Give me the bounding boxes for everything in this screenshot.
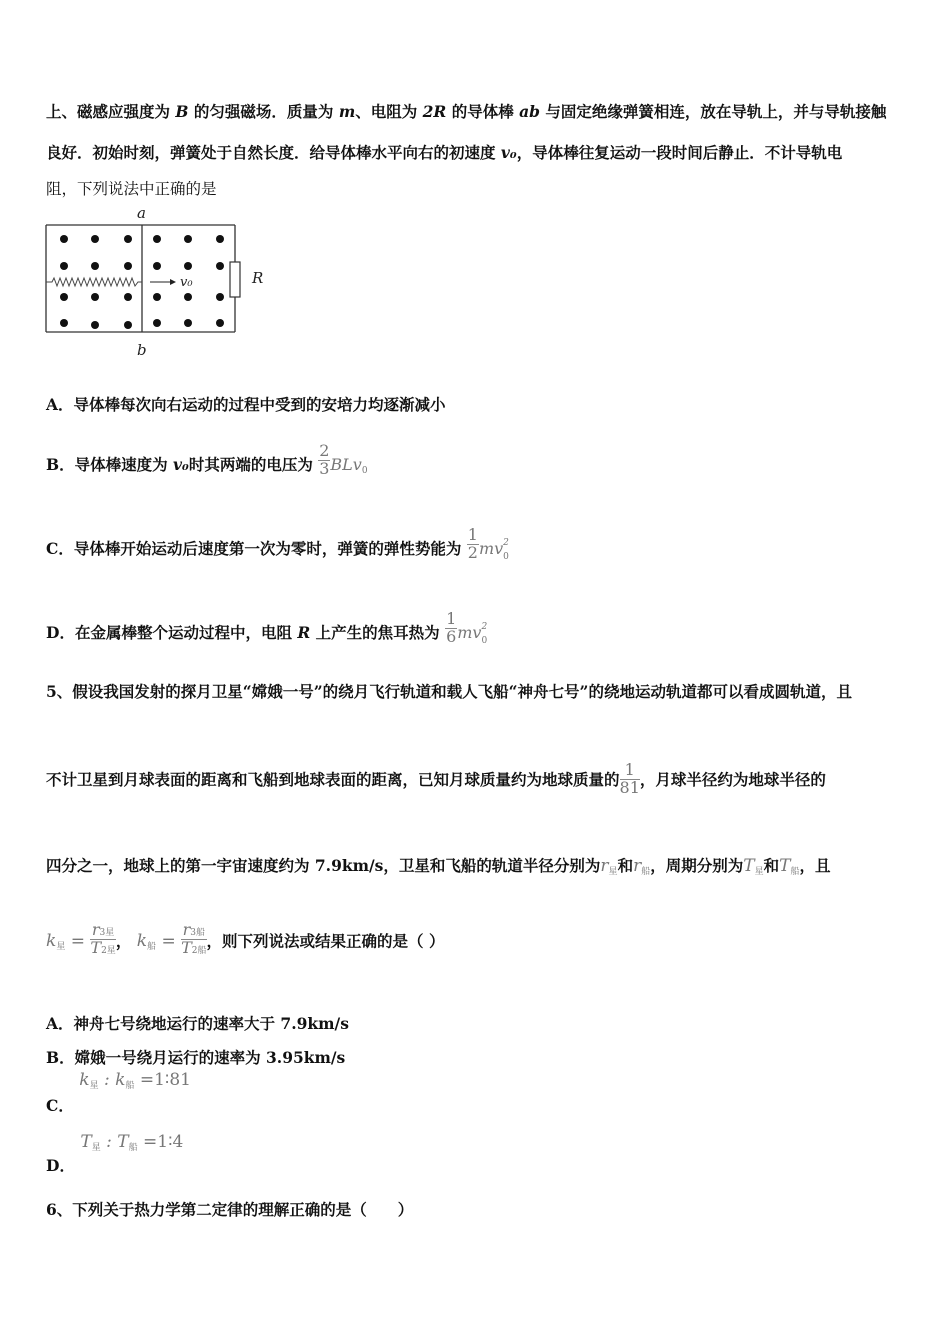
q4-intro-line1 — [46, 100, 886, 122]
q5-line1: 5、假设我国发射的探月卫星“嫦娥一号”的绕月飞行轨道和载人飞船“神舟七号”的绕地运动轨道都可以看成圆轨道，且 — [46, 682, 852, 701]
q4-option-C: C．导体棒开始运动后速度第一次为零时，弹簧的弹性势能为 $\frac{1}{2}$ mv 2 0 — [46, 524, 509, 562]
figure-label-v0: v₀ — [180, 275, 193, 290]
q4-intro-line2 — [46, 141, 842, 163]
q6-stem: 6、下列关于热力学第二定律的理解正确的是（ ） — [46, 1200, 414, 1219]
figure-label-R: R — [252, 269, 264, 287]
resistor-R — [230, 262, 240, 297]
figure-label-b: b — [137, 341, 147, 359]
inline-variable: m — [338, 102, 356, 121]
inline-text: 的导体棒 — [446, 102, 520, 121]
q5-line2: 不计卫星到月球表面的距离和飞船到地球表面的距离，已知月球质量约为地球质量的 $\frac{1}{81}$ ，月球半径约为地球半径的 — [46, 759, 826, 797]
q4-option-B: B．导体棒速度为 v₀时其两端的电压为 $\frac{2}{3}$ BLv$_0$ — [46, 440, 368, 478]
q5-option-D: D． $T_星$ : $T_船$ =1∶4 — [46, 1132, 184, 1175]
q5-option-A: A．神舟七号绕地运行的速率大于 7.9km/s — [46, 1014, 349, 1033]
q4-option-D: D．在金属棒整个运动过程中，电阻 R 上产生的焦耳热为 $\frac{1}{6}$ mv 2 0 — [46, 608, 488, 646]
q5-option-B: B．嫦娥一号绕月运行的速率为 3.95km/s — [46, 1048, 346, 1067]
q5-option-C: C． $k_星$ : $k_船$ =1∶81 — [46, 1070, 191, 1115]
q4-intro-line3: 阻，下列说法中正确的是 — [46, 180, 217, 198]
inline-text: ，导体棒往复运动一段时间后静止．不计导轨电 — [516, 143, 843, 162]
inline-variable: v₀ — [500, 143, 517, 162]
inline-variable: ab — [519, 102, 540, 121]
inline-text: 良好．初始时刻，弹簧处于自然长度．给导体棒水平向右的初速度 — [46, 143, 501, 162]
inline-text: 与固定绝缘弹簧相连，放在导轨上，并与导轨接触 — [539, 102, 887, 121]
inline-text: 、电阻为 — [355, 102, 423, 121]
inline-variable: B — [175, 102, 189, 121]
inline-variable: 2R — [422, 102, 447, 121]
q5-line4: $k_星$ = $\frac{\text{r3星}}{\text{T2星}}$ ， $k_船$ = $\frac{\text{r3船}}{\text{T2船}}$ ，则下列说法或结果正确的是（ ） — [46, 920, 445, 957]
circuit-figure — [40, 200, 280, 365]
q4-option-A: A．导体棒每次向右运动的过程中受到的安培力均逐渐减小 — [46, 395, 446, 414]
spring — [46, 278, 142, 286]
figure-label-a: a — [137, 204, 146, 222]
inline-text: 上、磁感应强度为 — [46, 102, 176, 121]
inline-text: 的匀强磁场．质量为 — [188, 102, 339, 121]
q5-line3: 四分之一，地球上的第一宇宙速度约为 7.9km/s，卫星和飞船的轨道半径分别为$r_星$和$r_船$，周期分别为$T_星$和$T_船$，且 — [46, 856, 831, 877]
